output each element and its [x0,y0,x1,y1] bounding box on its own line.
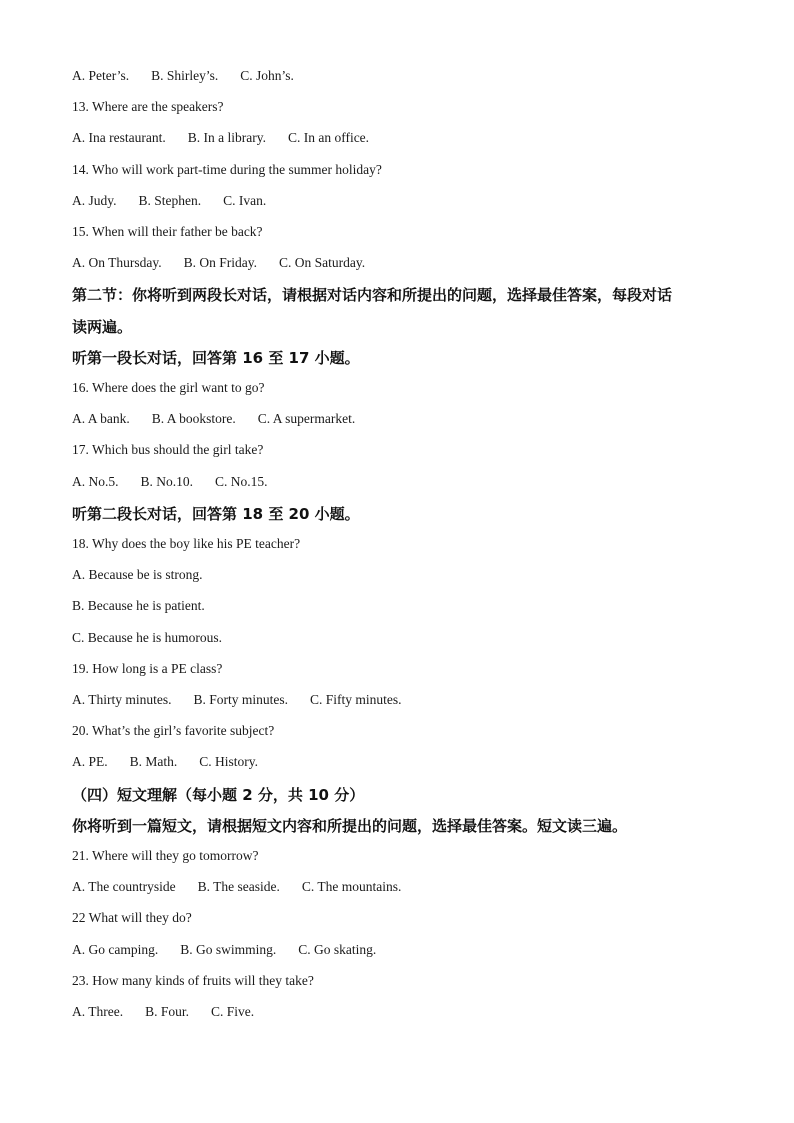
answer-option: C. A supermarket. [257,411,356,427]
answer-option: B. Forty minutes. [193,692,289,707]
answer-options [72,410,355,428]
answer-option: A. Peter’s. [72,68,130,83]
question-text: C. Because he is humorous. [72,629,222,645]
question-text: 19. How long is a PE class? [72,660,223,676]
question-text: 22 What will they do? [72,910,192,926]
section-heading: 读两遍。 [72,317,133,336]
answer-option: A. Thirty minutes. [72,692,172,707]
answer-option: B. In a library. [187,130,266,146]
answer-option: B. Stephen. [138,192,202,208]
answer-option: A. PE. [72,754,108,770]
answer-options [72,1003,254,1021]
answer-option: A. Three. [72,1004,124,1019]
answer-option: A. A bank. [72,411,130,427]
answer-option: C. Fifty minutes. [310,692,402,707]
answer-option: B. A bookstore. [151,411,236,427]
question-text: B. Because he is patient. [72,598,205,614]
section-heading: 第二节：你将听到两段长对话，请根据对话内容和所提出的问题，选择最佳答案，每段对话 [72,286,673,305]
answer-options [72,129,369,147]
answer-option: A. The countryside [72,879,176,895]
question-text: 16. Where does the girl want to go? [72,380,265,395]
answer-option: A. Go camping. [72,941,159,957]
question-text: 21. Where will they go tomorrow? [72,848,259,863]
section-heading: 听第二段长对话，回答第 18 至 20 小题。 [72,504,360,523]
answer-options [72,192,266,210]
question-text: 15. When will their father be back? [72,224,263,239]
question-text: 20. What’s the girl’s favorite subject? [72,723,275,739]
question-text: 13. Where are the speakers? [72,99,224,115]
answer-options [72,753,258,771]
question-text: A. Because be is strong. [72,567,203,583]
question-text: 23. How many kinds of fruits will they take? [72,972,314,988]
answer-option: B. Go swimming. [180,941,277,957]
question-text: 17. Which bus should the girl take? [72,442,264,458]
answer-option: A. Ina restaurant. [72,130,166,146]
answer-options [72,691,402,709]
answer-options [72,941,376,959]
answer-option: C. John’s. [240,68,294,83]
section-heading: （四）短文理解（每小题 2 分，共 10 分） [72,785,365,804]
question-text: 14. Who will work part-time during the summer holiday? [72,161,382,177]
answer-option: C. Five. [211,1004,255,1019]
answer-option: B. The seaside. [197,879,280,895]
answer-option: B. On Friday. [183,255,257,271]
question-text: 18. Why does the boy like his PE teacher? [72,536,301,551]
answer-option: A. On Thursday. [72,255,162,271]
answer-option: C. History. [199,754,259,770]
answer-options [72,254,365,272]
answer-option: A. No.5. [72,473,119,489]
answer-option: C. Ivan. [223,192,267,208]
section-heading: 听第一段长对话，回答第 16 至 17 小题。 [72,348,360,367]
answer-option: C. On Saturday. [279,255,366,271]
answer-option: B. Shirley’s. [151,68,219,83]
section-heading: 你将听到一篇短文，请根据短文内容和所提出的问题，选择最佳答案。短文读三遍。 [72,816,628,835]
answer-options [72,67,294,85]
answer-options [72,473,268,491]
answer-option: B. Math. [129,754,178,770]
answer-option: C. In an office. [287,130,370,146]
answer-option: B. No.10. [140,473,194,489]
answer-option: A. Judy. [72,192,117,208]
answer-option: C. The mountains. [301,879,402,895]
answer-option: B. Four. [145,1004,189,1019]
answer-option: C. No.15. [215,473,268,489]
answer-options [72,878,401,896]
answer-option: C. Go skating. [298,941,377,957]
